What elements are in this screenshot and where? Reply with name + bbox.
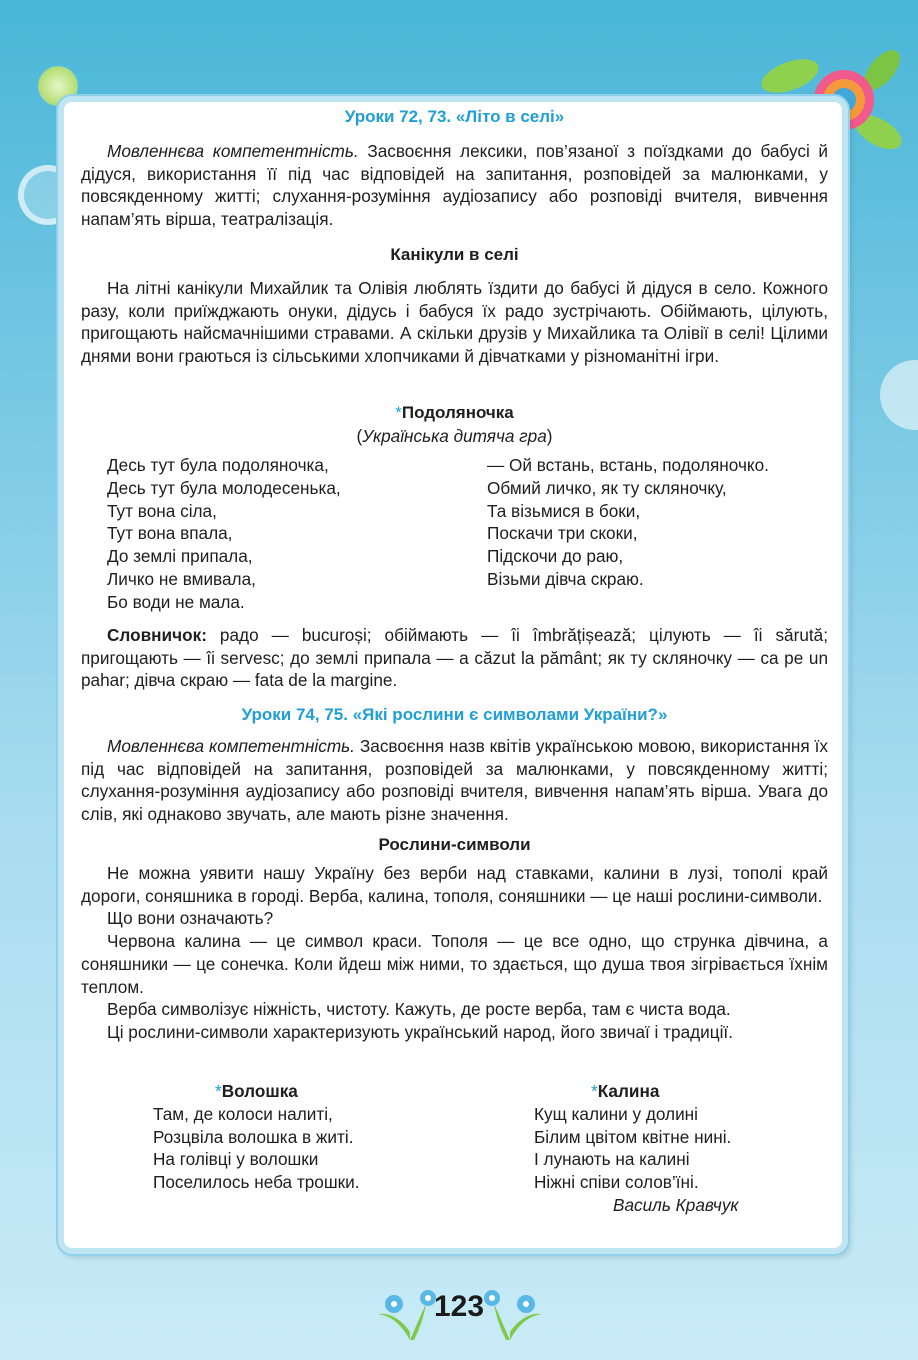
poem-line: Ніжні співи солов’їні. <box>534 1172 699 1193</box>
poem-kalyna <box>534 1080 739 1217</box>
poem-line: Поселилось неба трошки. <box>153 1172 360 1193</box>
competence-paragraph <box>81 140 828 231</box>
star-mark: * <box>591 1081 598 1101</box>
poem-line: Тут вона сіла, <box>107 500 217 521</box>
poem-left-column <box>107 454 341 614</box>
poem-line: Личко не вмивала, <box>107 568 256 589</box>
poem-title <box>153 1080 360 1103</box>
poem-line: Там, де колоси налиті, <box>153 1103 333 1124</box>
poem-line: Білим цвітом квітне нині. <box>534 1126 732 1147</box>
poem-voloshka <box>153 1080 360 1194</box>
competence-label: Мовленнєва компетентність. <box>107 141 359 161</box>
poem-line: Тут вона впала, <box>107 523 233 544</box>
story-paragraph: Що вони означають? <box>107 908 274 929</box>
page-number: 123 <box>433 1290 485 1323</box>
poem-line: Обмий личко, як ту скляночку, <box>487 477 727 498</box>
poem-line: Кущ калини у долині <box>534 1103 698 1124</box>
poem-title-text: Калина <box>597 1081 660 1101</box>
story-paragraph: Ці рослини-символи характеризують український народ, його звичаї і традиції. <box>107 1021 733 1042</box>
poem-line: Візьми дівча скраю. <box>487 568 644 589</box>
poem-line: На голівці у волошки <box>153 1149 319 1170</box>
poem-line: До землі припала, <box>107 546 253 567</box>
decorative-bubble <box>880 360 918 430</box>
poem-subtitle-text: Українська дитяча гра <box>362 426 547 446</box>
poem-line: Десь тут була подоляночка, <box>107 455 329 475</box>
story-paragraph: На літні канікули Михайлик та Олівія люблять їздити до бабусі й дідуся в село. Кожного разу, коли приїжджають онуки, дідусь і бабуся їх радо зустрічають. Обіймають, цілують, пригощають найсмачнішими стравами. А скільки друзів у Михайлика та Олівії в селі! Цілими днями вони граються із сільськими хлопчиками й дівчатками у різноманітні ігри. <box>81 278 828 367</box>
story-paragraph: Червона калина — це символ краси. Тополя — це все одно, що струнка дівчина, а соняшники — це сонечка. Коли йдеш між ними, то здається, що душа твоя зігрівається їхнім теплом. <box>81 931 828 997</box>
glossary-label: Словничок: <box>107 625 207 645</box>
poem-title <box>81 402 828 425</box>
glossary <box>81 624 828 692</box>
poem-line: Та візьмися в боки, <box>487 500 641 521</box>
competence-text: Засвоєння лексики, пов’язаної з поїздками до бабусі й дідуся, використання її під час відповідей на запитання, розповідей за малюнками, у повсякденному житті; слухання-розуміння аудіозапису або розповіді вчителя, вивчення напам’ять вірша, театралізація. <box>81 141 828 230</box>
poem-title-text: Волошка <box>221 1081 298 1101</box>
poem-line: — Ой встань, встань, подоляночко. <box>487 455 769 475</box>
poem-author: Василь Кравчук <box>613 1194 739 1215</box>
story-paragraph: Верба символізує ніжність, чистоту. Кажуть, де росте верба, там є чиста вода. <box>107 999 731 1020</box>
poem-right-column <box>487 454 769 591</box>
lesson-title: Уроки 72, 73. «Літо в селі» <box>344 107 565 126</box>
star-mark: * <box>215 1081 222 1101</box>
poem-line: І лунають на калині <box>534 1149 690 1170</box>
lesson-title: Уроки 74, 75. «Які рослини є символами України?» <box>241 705 668 724</box>
poem-line: Десь тут була молодесенька, <box>107 477 341 498</box>
poem-title-text: Подоляночка <box>401 403 514 422</box>
competence-paragraph <box>81 735 828 826</box>
poem-line: Розцвіла волошка в житі. <box>153 1126 354 1147</box>
poem-title <box>534 1080 739 1103</box>
glossary-text: радо — bucuroși; обіймають — îi îmbrățișează; цілують — îi sărută; пригощають — îi servesc; до землі припала — a căzut la pământ; як ту скляночку — ca pe un pahar; дівча скраю — fata de la margine. <box>81 625 828 691</box>
poem-subtitle: (Українська дитяча гра) <box>356 426 553 446</box>
story-paragraph: Не можна уявити нашу Україну без верби над ставками, калини в лузі, тополі край дороги, соняшника в городі. Верба, калина, тополя, соняшники — це наші рослини-символи. <box>81 863 828 906</box>
star-mark: * <box>395 403 402 422</box>
poem-line: Поскачи три скоки, <box>487 523 638 544</box>
competence-text: Засвоєння назв квітів українською мовою, використання їх під час відповідей на запитання, розповідей за малюнками, у повсякденному житті; слухання-розуміння аудіозапису або розповіді вчителя, вивчення напам’ять вірша. Увага до слів, які однаково звучать, але мають різне значення. <box>81 736 829 825</box>
poem-line: Бо води не мала. <box>107 591 245 612</box>
text-title: Канікули в селі <box>390 245 519 264</box>
story-block <box>81 862 828 1044</box>
poem-line: Підскочи до раю, <box>487 546 624 567</box>
competence-label: Мовленнєва компетентність. <box>107 736 355 756</box>
text-title: Рослини-символи <box>378 835 531 854</box>
